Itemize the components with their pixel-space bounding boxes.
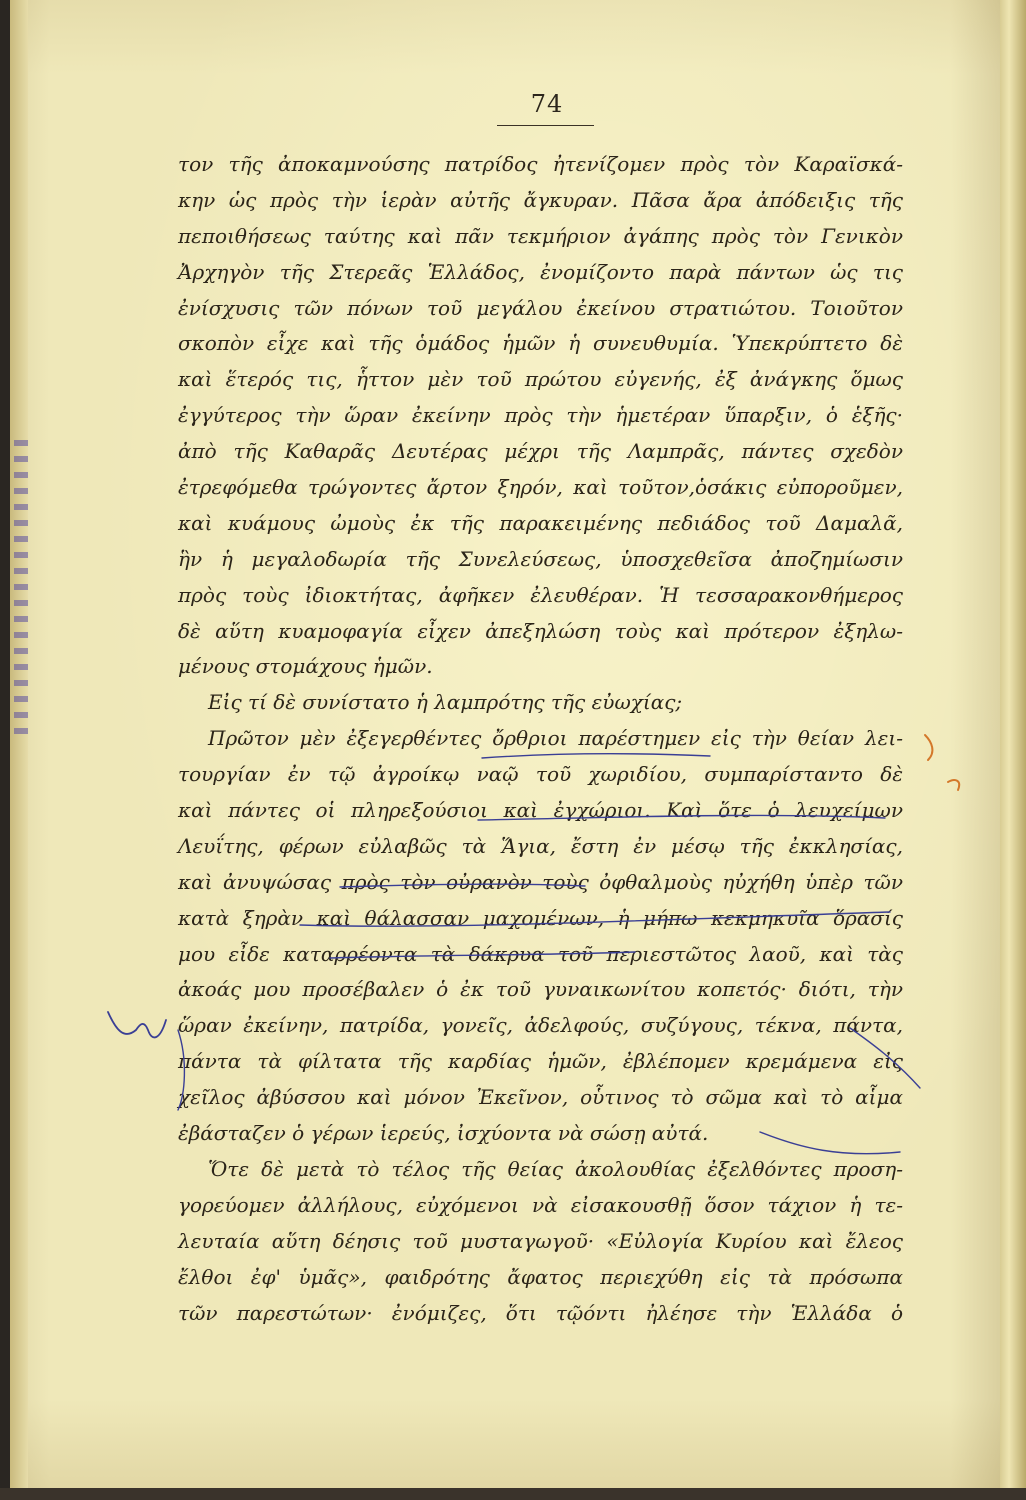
text-line: ἀκοάς μου προσέβαλεν ὁ ἐκ τοῦ γυναικωνίτου κοπετός· διότι, τὴν — [178, 977, 903, 1002]
text-line: τουργίαν ἐν τῷ ἀγροίκῳ ναῷ τοῦ χωριδίου, συμπαρίσταντο δὲ — [178, 762, 903, 787]
text-line: λευταία αὕτη δέησις τοῦ μυσταγωγοῦ· «Εὐλογία Κυρίου καὶ ἔλεος — [178, 1228, 903, 1253]
page-number: 74 — [530, 90, 564, 118]
text-line: πάντα τὰ φίλτατα τῆς καρδίας ἡμῶν, ἐβλέπομεν κρεμάμενα εἰς — [178, 1049, 903, 1074]
text-line: κατὰ ξηρὰν καὶ θάλασσαν μαχομένων, ἡ μήπω κεκμηκυῖα ὅρασίς — [178, 905, 903, 930]
binding-spine — [10, 0, 28, 1488]
text-line: Εἰς τί δὲ συνίστατο ἡ λαμπρότης τῆς εὐωχίας; — [208, 690, 683, 715]
text-line: τον τῆς ἀποκαμνούσης πατρίδος ἠτενίζομεν πρὸς τὸν Καραϊσκά- — [178, 152, 903, 176]
text-line: πεποιθήσεως ταύτης καὶ πᾶν τεκμήριον ἀγάπης πρὸς τὸν Γενικὸν — [178, 223, 903, 248]
text-line: τῶν παρεστώτων· ἐνόμιζες, ὅτι τῷόντι ἠλέησε τὴν Ἑλλάδα ὁ — [178, 1300, 903, 1325]
text-line: κην ὡς πρὸς τὴν ἱερὰν αὐτῆς ἄγκυραν. Πᾶσα ἄρα ἀπόδειξις τῆς — [178, 187, 903, 212]
text-line: σκοπὸν εἶχε καὶ τῆς ὁμάδος ἡμῶν ἡ συνευθυμία. Ὑπεκρύπτετο δὲ — [178, 331, 903, 356]
text-line: Ὅτε δὲ μετὰ τὸ τέλος τῆς θείας ἀκολουθίας ἐξελθόντες προση- — [208, 1156, 903, 1181]
text-line: ἐβάσταζεν ὁ γέρων ἱερεύς, ἰσχύοντα νὰ σώσῃ αὐτά. — [178, 1121, 709, 1146]
text-line: ὥραν ἐκείνην, πατρίδα, γονεῖς, ἀδελφούς, συζύγους, τέκνα, πάντα, — [178, 1013, 903, 1038]
text-line: ἣν ἡ μεγαλοδωρία τῆς Συνελεύσεως, ὑποσχεθεῖσα ἀποζημίωσιν — [178, 546, 903, 571]
text-line: ἐγγύτερος τὴν ὥραν ἐκείνην πρὸς τὴν ἡμετέραν ὕπαρξιν, ὁ ἑξῆς· — [178, 403, 903, 428]
page-edge — [1000, 0, 1026, 1500]
text-line: καὶ ἀνυψώσας πρὸς τὸν οὐρανὸν τοὺς ὀφθαλμοὺς ηὐχήθη ὑπὲρ τῶν — [178, 869, 903, 894]
text-line: καὶ κυάμους ὠμοὺς ἐκ τῆς παρακειμένης πεδιάδος τοῦ Δαμαλᾶ, — [178, 510, 903, 535]
text-line: Πρῶτον μὲν ἐξεγερθέντες ὄρθριοι παρέστημεν εἰς τὴν θείαν λει- — [208, 726, 903, 751]
text-line: ἐνίσχυσις τῶν πόνων τοῦ μεγάλου ἐκείνου στρατιώτου. Τοιοῦτον — [178, 295, 903, 320]
text-line: γορεύομεν ἀλλήλους, εὐχόμενοι νὰ εἰσακουσθῇ ὅσον τάχιον ἡ τε- — [178, 1192, 903, 1217]
body-text — [178, 147, 903, 1331]
text-line: Ἀρχηγὸν τῆς Στερεᾶς Ἑλλάδος, ἐνομίζοντο παρὰ πάντων ὡς τις — [178, 259, 903, 284]
text-line: πρὸς τοὺς ἰδιοκτήτας, ἀφῆκεν ἐλευθέραν. Ἡ τεσσαρακονθήμερος — [178, 582, 903, 607]
text-line: μένους στομάχους ἡμῶν. — [178, 654, 433, 679]
margin-stain — [14, 440, 28, 740]
text-line: χεῖλος ἀβύσσου καὶ μόνον Ἐκεῖνον, οὗτινος τὸ σῶμα καὶ τὸ αἷμα — [178, 1085, 903, 1110]
page-number-rule — [497, 125, 594, 126]
text-line: δὲ αὕτη κυαμοφαγία εἶχεν ἀπεξηλώση τοὺς καὶ πρότερον ἐξηλω- — [178, 618, 903, 643]
text-line: καὶ ἕτερός τις, ἧττον μὲν τοῦ πρώτου εὐγενής, ἐξ ἀνάγκης ὅμως — [178, 367, 903, 392]
scanner-background — [0, 1488, 1026, 1500]
text-line: καὶ πάντες οἱ πληρεξούσιοι καὶ ἐγχώριοι. Καὶ ὅτε ὁ λευχείμων — [178, 798, 903, 823]
text-line: μου εἶδε καταρρέοντα τὰ δάκρυα τοῦ περιεστῶτος λαοῦ, καὶ τὰς — [178, 941, 903, 966]
text-line: ἔλθοι ἐφ' ὑμᾶς», φαιδρότης ἄφατος περιεχύθη εἰς τὰ πρόσωπα — [178, 1264, 903, 1289]
text-line: ἀπὸ τῆς Καθαρᾶς Δευτέρας μέχρι τῆς Λαμπρᾶς, πάντες σχεδὸν — [178, 439, 903, 464]
text-line: Λευΐτης, φέρων εὐλαβῶς τὰ Ἅγια, ἔστη ἐν μέσῳ τῆς ἐκκλησίας, — [178, 833, 903, 858]
text-line: ἐτρεφόμεθα τρώγοντες ἄρτον ξηρόν, καὶ τοῦτον,ὁσάκις εὐποροῦμεν, — [178, 475, 903, 500]
